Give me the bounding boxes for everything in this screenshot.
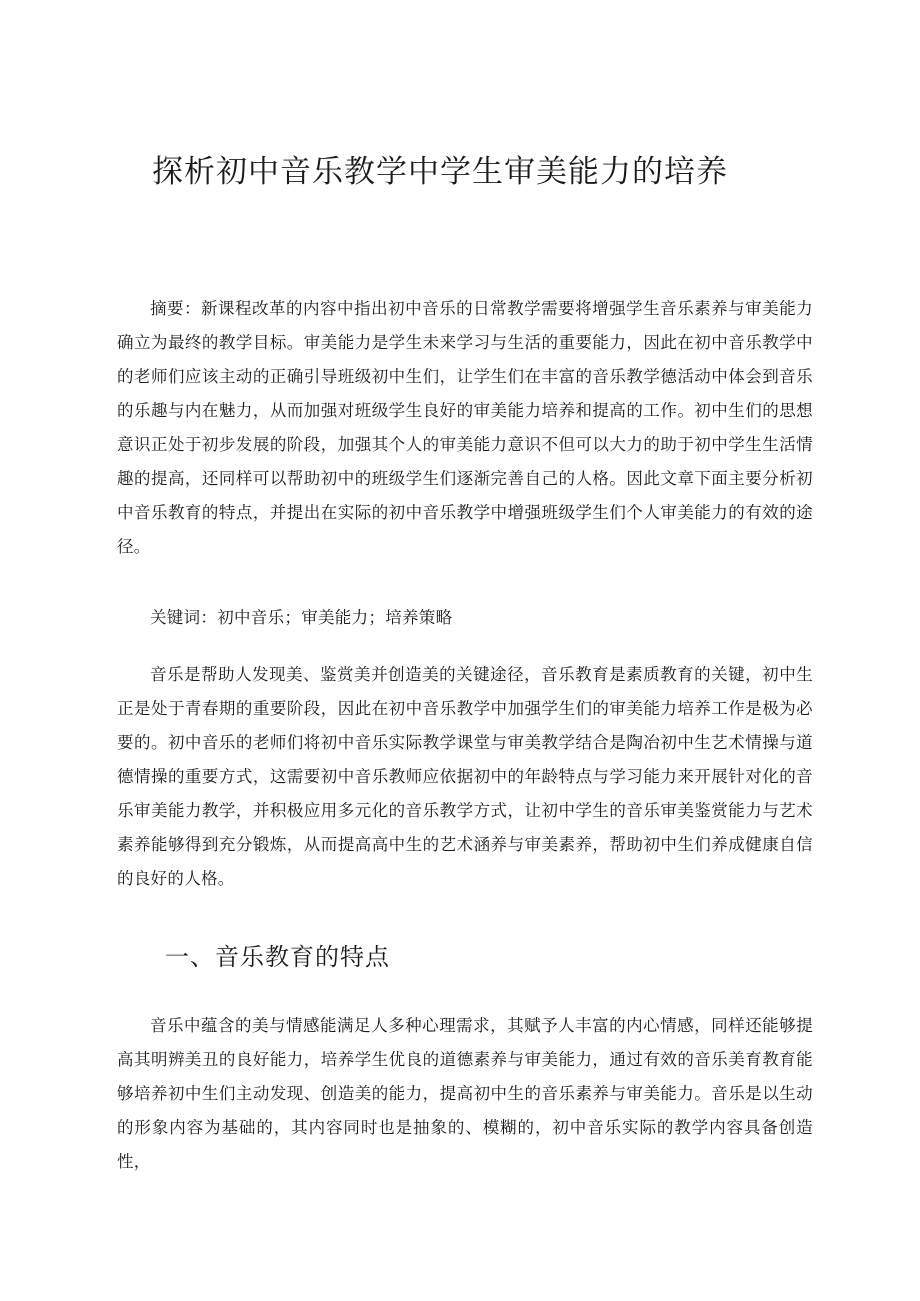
keywords-line: 关键词：初中音乐；审美能力；培养策略 [150, 608, 453, 627]
section-1-paragraph: 音乐中蕴含的美与情感能满足人多种心理需求，其赋予人丰富的内心情感，同样还能够提高其明辨美丑的良好能力，培养学生优良的道德素养与审美能力，通过有效的音乐美育教育能够培养初中生们主动发现、创造美的能力，提高初中生的音乐素养与审美能力。音乐是以生动的形象内容为基础的，其内容同时也是抽象的、模糊的，初中音乐实际的教学内容具备创造性， [117, 1016, 813, 1171]
page-title: 探析初中音乐教学中学生审美能力的培养 [152, 154, 728, 190]
intro-paragraph: 音乐是帮助人发现美、鉴赏美并创造美的关键途径，音乐教育是素质教育的关键，初中生正是处于青春期的重要阶段，因此在初中音乐教学中加强学生们的审美能力培养工作是极为必要的。初中音乐的老师们将初中音乐实际教学课堂与审美教学结合是陶冶初中生艺术情操与道德情操的重要方式，这需要初中音乐教师应依据初中的年龄特点与学习能力来开展针对化的音乐审美能力教学，并积极应用多元化的音乐教学方式，让初中学生的音乐审美鉴赏能力与艺术素养能够得到充分锻炼，从而提高高中生的艺术涵养与审美素养，帮助初中生们养成健康自信的良好的人格。 [117, 665, 813, 888]
section-heading-1: 一、音乐教育的特点 [165, 943, 390, 971]
abstract-paragraph: 摘要：新课程改革的内容中指出初中音乐的日常教学需要将增强学生音乐素养与审美能力确立为最终的教学目标。审美能力是学生未来学习与生活的重要能力，因此在初中音乐教学中的老师们应该主动的正确引导班级初中生们，让学生们在丰富的音乐教学德活动中体会到音乐的乐趣与内在魅力，从而加强对班级学生良好的审美能力培养和提高的工作。初中生们的思想意识正处于初步发展的阶段，加强其个人的审美能力意识不但可以大力的助于初中学生生活情趣的提高，还同样可以帮助初中的班级学生们逐渐完善自己的人格。因此文章下面主要分析初中音乐教育的特点，并提出在实际的初中音乐教学中增强班级学生们个人审美能力的有效的途径。 [117, 299, 813, 556]
